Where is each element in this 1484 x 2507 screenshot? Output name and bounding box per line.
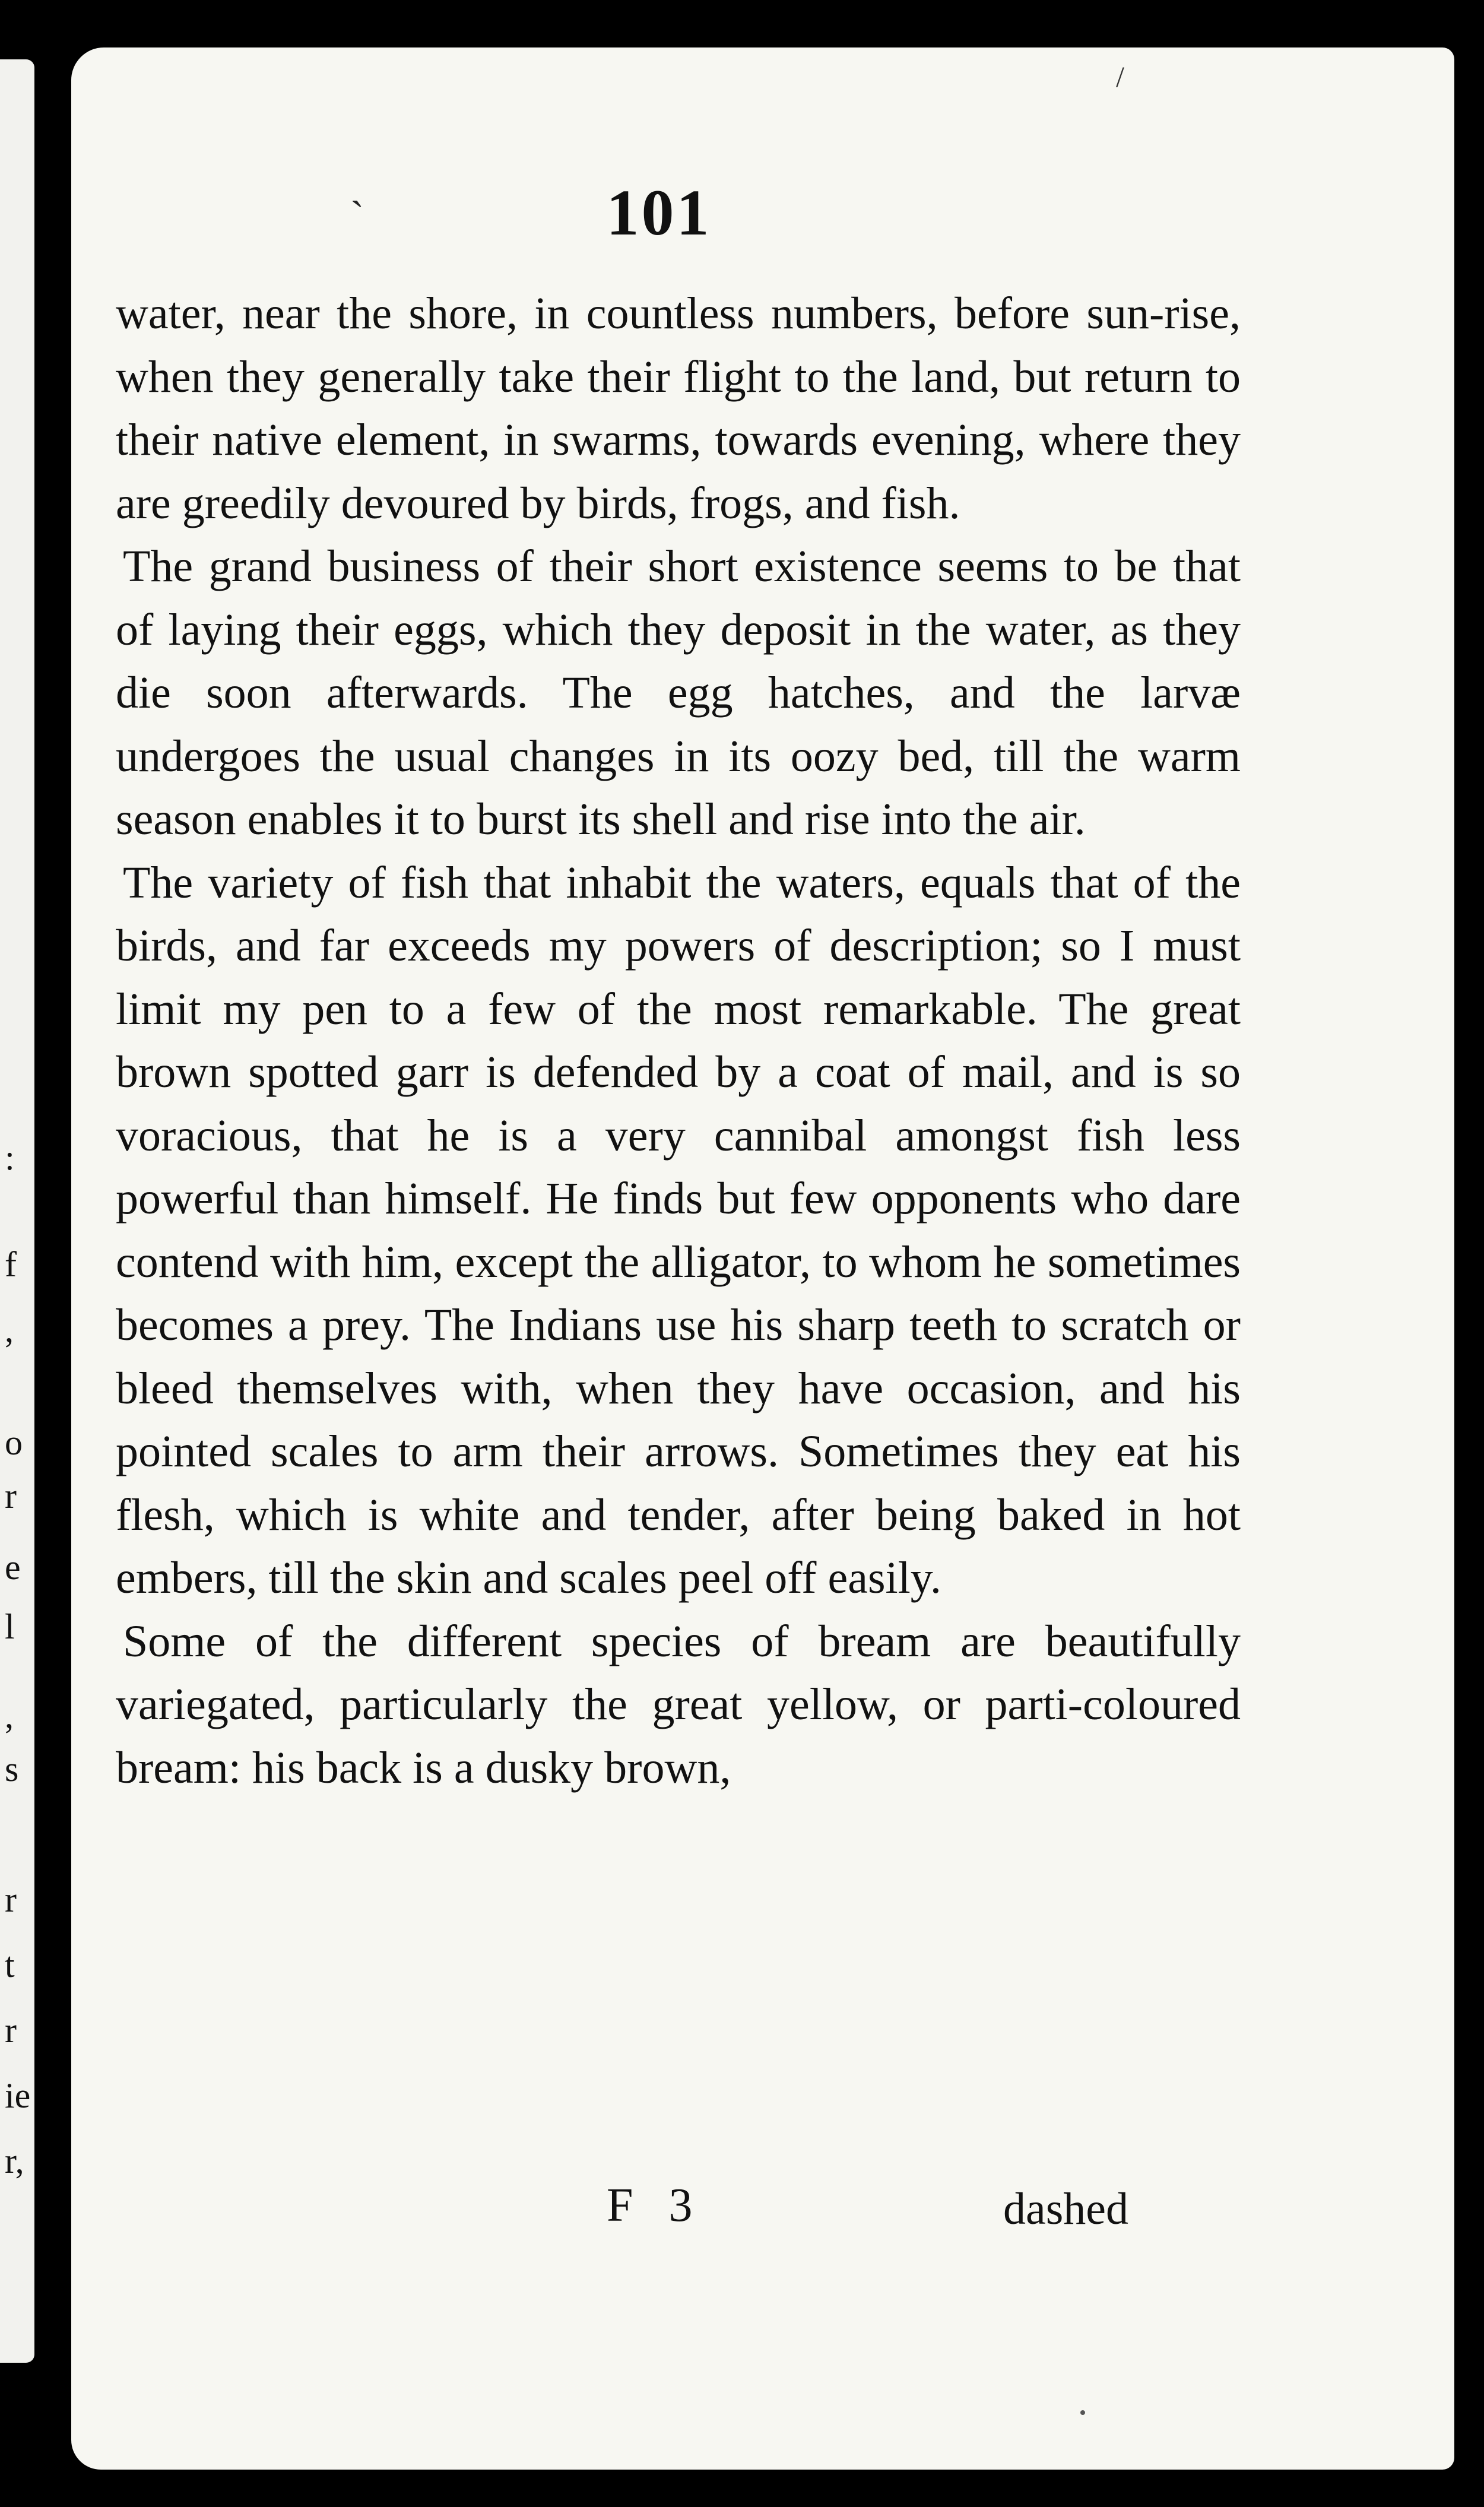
paragraph: The variety of fish that inhabit the waters, equals that of the birds, and far exceeds my powers of description; so I must limit my pen to a few of the most remarkable. The great brown spotted garr is defended by a coat of mail, and is so voracious, that he is a very cannibal amongst fish less powerful than himself. He finds but few opponents who dare contend with him, except the alligator, to whom he sometimes becomes a prey. The Indians use his sharp teeth to scratch or bleed themselves with, when they have occasion, and his pointed scales to arm their arrows. Sometimes they eat his flesh, which is white and tender, after being baked in hot embers, till the skin and scales peel off easily.: [116, 857, 1241, 1603]
previous-page-fragment: e: [5, 1548, 21, 1587]
previous-page-fragment: r: [5, 1880, 17, 1919]
previous-page-fragment: ,: [5, 1310, 14, 1349]
signature-mark: F 3: [607, 2179, 705, 2232]
previous-page-fragment: ,: [5, 1696, 14, 1735]
paragraph: water, near the shore, in countless numbers, before sun-rise, when they generally take their flight to the land, but return to their native element, in swarms, towards evening, where they are greedily devoured by birds, frogs, and fish.: [116, 289, 1241, 528]
previous-page-fragment: r: [5, 2011, 17, 2050]
page-number: 101: [606, 176, 712, 249]
previous-page-fragment: r,: [5, 2141, 24, 2180]
pencil-mark: /: [1116, 60, 1124, 93]
previous-page-fragment: l: [5, 1607, 15, 1646]
catchword: dashed: [1003, 2184, 1129, 2234]
previous-page-fragment: :: [5, 1138, 15, 1177]
previous-page-fragment: r: [5, 1476, 17, 1516]
previous-page-fragment: f: [5, 1245, 17, 1284]
paragraph: Some of the different species of bream are beautifully variegated, particularly the great yellow, or parti-coloured bream: his back is a dusky brown,: [116, 1616, 1241, 1793]
ink-mark: `: [350, 194, 364, 239]
previous-page-fragment: s: [5, 1749, 19, 1789]
page-body: [116, 282, 1241, 1799]
previous-page-fragment: ie: [5, 2076, 31, 2115]
previous-page-fragment: t: [5, 1945, 15, 1985]
book-page: [71, 47, 1454, 2470]
previous-page-edge: [0, 59, 34, 2363]
paragraph: The grand business of their short existence seems to be that of laying their eggs, which they deposit in the water, as they die soon afterwards. The egg hatches, and the larvæ undergoes the usual changes in its oozy bed, till the warm season enables it to burst its shell and rise into the air.: [116, 541, 1241, 844]
previous-page-fragment: o: [5, 1423, 23, 1462]
ink-speck: [1080, 2410, 1085, 2415]
